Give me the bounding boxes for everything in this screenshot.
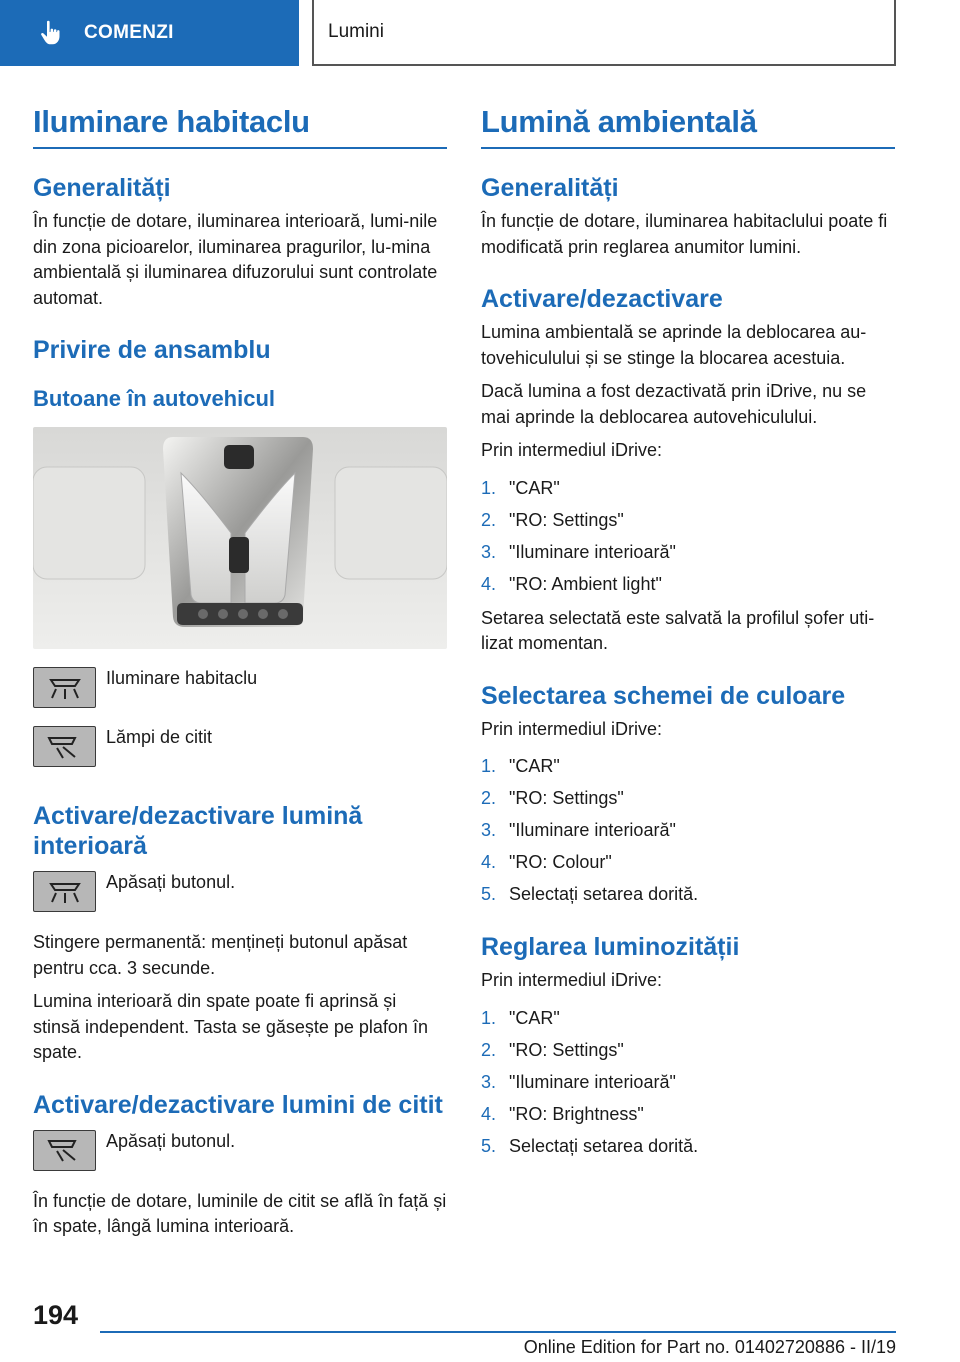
left-column [33,102,447,1248]
roof-console-photo [33,427,447,649]
list-item: 1. "CAR" [481,477,560,498]
list-item: 4. "RO: Brightness" [481,1103,644,1124]
general-text-left: În funcție de dotare, iluminarea interioară, lumi-nile din zona picioarelor, iluminarea pragurilor, lu-mina ambientală și iluminarea difuzorului sunt controlate automat. [33,211,438,308]
tab-lumini-label: Lumini [328,21,384,42]
footer-divider [100,1331,896,1333]
heading-activation: Activare/dezactivare [481,285,723,313]
list-item: 3. "Iluminare interioară" [481,541,676,562]
heading-brightness: Reglarea luminozității [481,933,740,961]
heading-reading-light-toggle: Activare/dezactivare lumini de citit [33,1090,443,1119]
color-scheme-intro: Prin intermediul iDrive: [481,718,663,739]
section-title-interior-lighting: Iluminare habitaclu [33,102,447,149]
activation-text-1: Lumina ambientală se aprinde la deblocarea au-tovehiculului și se stinge la blocarea acestuia. [481,322,867,368]
interior-light-icon [33,667,96,708]
hand-pointer-icon [38,18,68,48]
tab-comenzi-label: COMENZI [84,22,174,43]
list-item: 1. "CAR" [481,756,560,776]
button-row-reading-light [33,726,447,767]
permanent-off-text: Stingere permanentă: mențineți butonul apăsat pentru cca. 3 secunde. [33,932,408,978]
list-item: 4. "RO: Colour" [481,852,612,872]
heading-general-left: Generalități [33,174,171,202]
activation-intro: Prin intermediul iDrive: [481,440,663,460]
list-item: 2. "RO: Settings" [481,1039,624,1060]
activation-steps [481,472,895,600]
reading-light-label: Lămpi de citit [106,727,213,747]
interior-light-label: Iluminare habitaclu [106,668,258,688]
activation-profile-text: Setarea selectată este salvată la profilul șofer uti-lizat momentan. [481,607,875,653]
reading-light-icon [33,1130,96,1171]
list-item: 2. "RO: Settings" [481,509,624,530]
list-item: 3. "Iluminare interioară" [481,820,676,840]
press-button-text-reading: Apăsați butonul. [106,1130,236,1151]
tab-comenzi[interactable] [0,0,299,66]
color-scheme-steps [481,750,895,910]
heading-color-scheme: Selectarea schemei de culoare [481,681,846,710]
heading-general-right: Generalități [481,174,619,202]
list-item: 5. Selectați setarea dorită. [481,884,699,904]
tab-lumini[interactable] [312,0,896,66]
list-item: 1. "CAR" [481,1007,560,1028]
section-title-ambient-light: Lumină ambientală [481,102,895,149]
general-text-right: În funcție de dotare, iluminarea habitaclului poate fi modificată prin reglarea anumitor lumini. [481,211,888,257]
button-row-interior-toggle [33,871,447,912]
rear-interior-light-text: Lumina interioară din spate poate fi aprinsă și stinsă independent. Tasta se găsește pe plafon în spate. [33,991,428,1062]
list-item: 4. "RO: Ambient light" [481,573,662,594]
activation-text-2: Dacă lumina a fost dezactivată prin iDrive, nu se mai aprinde la deblocarea autovehiculului. [481,381,867,427]
button-row-reading-toggle [33,1130,447,1171]
brightness-intro: Prin intermediul iDrive: [481,970,663,990]
right-column [481,102,895,1168]
edition-text: Online Edition for Part no. 01402720886 - II/19 [523,1337,896,1357]
list-item: 2. "RO: Settings" [481,788,624,808]
list-item: 5. Selectați setarea dorită. [481,1135,699,1156]
heading-interior-light-toggle: Activare/dezactivare lumină interioară [33,802,363,860]
button-row-interior-light [33,667,447,708]
subheading-vehicle-buttons: Butoane în autovehicul [33,386,276,411]
brightness-steps [481,1002,895,1162]
press-button-text: Apăsați butonul. [106,872,236,892]
reading-light-icon [33,726,96,767]
header-tabs [0,0,960,66]
heading-overview: Privire de ansamblu [33,336,271,364]
list-item: 3. "Iluminare interioară" [481,1071,676,1092]
reading-lights-location-text: În funcție de dotare, luminile de citit se află în față și în spate, lângă lumina interioară. [33,1190,447,1236]
page-number: 194 [33,1300,79,1330]
interior-light-icon [33,871,96,912]
